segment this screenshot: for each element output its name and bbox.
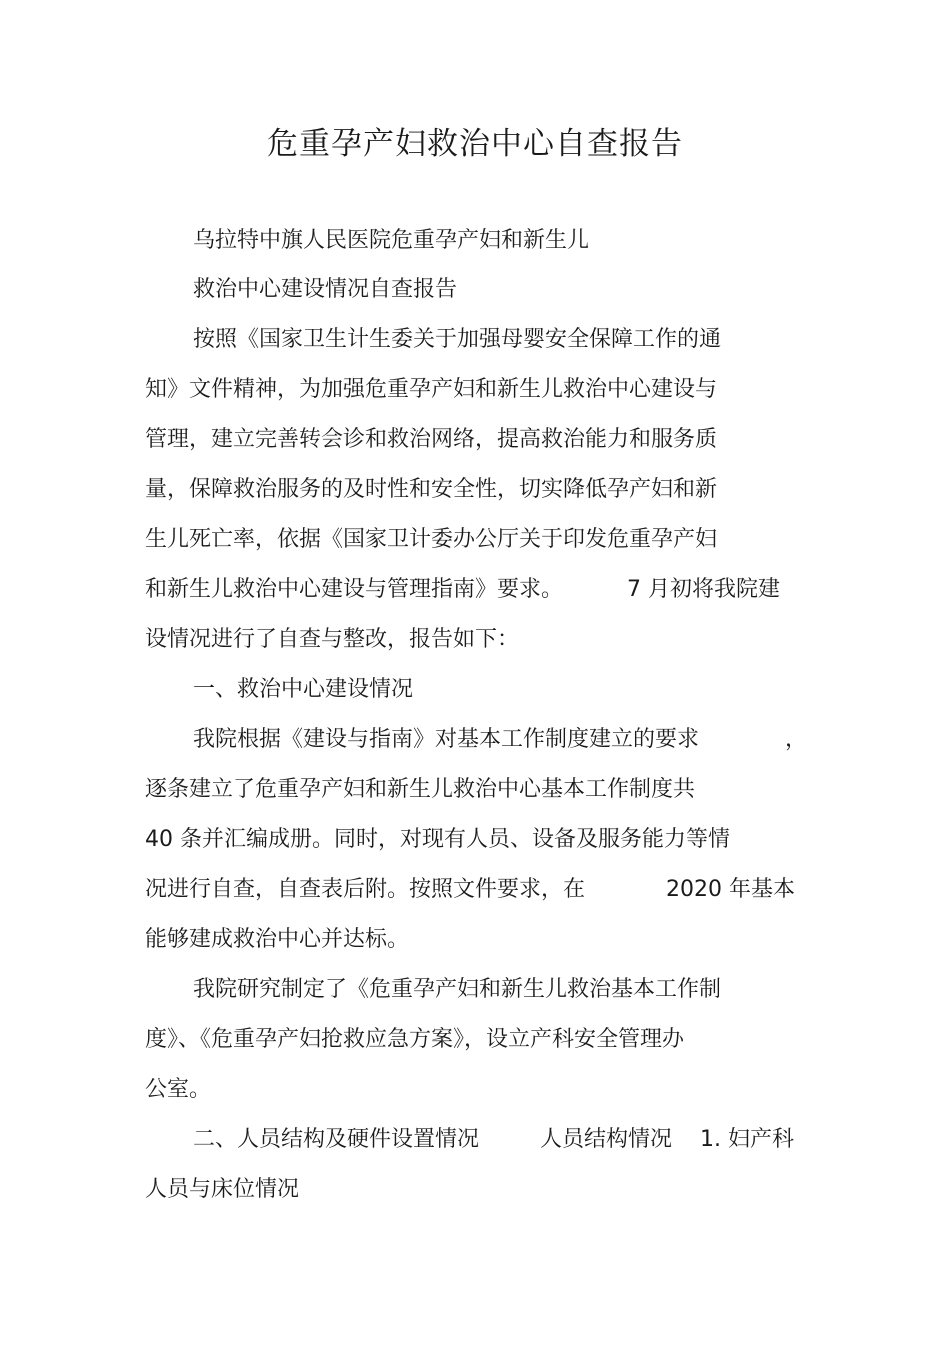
paragraph-1-line-1: 按照《国家卫生计生委关于加强母婴安全保障工作的通 [193, 327, 722, 352]
subtitle-line-1: 乌拉特中旗人民医院危重孕产妇和新生儿 [193, 228, 590, 253]
paragraph-1-line-3: 管理，建立完善转会诊和救治网络，提高救治能力和服务质 [145, 427, 718, 452]
subtitle-line-2: 救治中心建设情况自查报告 [193, 277, 458, 302]
paragraph-2-line-4: 况进行自查，自查表后附。按照文件要求，在 [145, 877, 586, 902]
paragraph-2-line-1-comma: ， [785, 727, 808, 752]
paragraph-2-line-3: 40 条并汇编成册。同时，对现有人员、设备及服务能力等情 [145, 827, 730, 852]
paragraph-1-line-5: 生儿死亡率，依据《国家卫计委办公厅关于印发危重孕产妇 [145, 527, 718, 552]
paragraph-2-line-4-tail: 2020 年基本 [666, 877, 795, 902]
paragraph-1-line-6: 和新生儿救治中心建设与管理指南》要求。 [145, 577, 564, 602]
paragraph-3-line-2: 度》、《危重孕产妇抢救应急方案》，设立产科安全管理办 [145, 1027, 685, 1052]
section-2-line-2: 人员与床位情况 [145, 1177, 300, 1202]
paragraph-1-line-2: 知》文件精神，为加强危重孕产妇和新生儿救治中心建设与 [145, 377, 718, 402]
section-2-item-1-label: 1. 妇产科 [700, 1127, 794, 1152]
paragraph-3-line-3: 公室。 [145, 1077, 212, 1102]
section-1-heading: 一、救治中心建设情况 [193, 677, 414, 702]
paragraph-3-line-1: 我院研究制定了《危重孕产妇和新生儿救治基本工作制 [193, 977, 722, 1002]
section-2-heading: 二、人员结构及硬件设置情况 [193, 1127, 480, 1152]
paragraph-1-line-4: 量，保障救治服务的及时性和安全性，切实降低孕产妇和新 [145, 477, 718, 502]
paragraph-1-line-6-tail: 7 月初将我院建 [627, 577, 780, 602]
paragraph-2-line-1: 我院根据《建设与指南》对基本工作制度建立的要求 [193, 727, 700, 752]
paragraph-2-line-2: 逐条建立了危重孕产妇和新生儿救治中心基本工作制度共 [145, 777, 696, 802]
paragraph-1-line-7: 设情况进行了自查与整改，报告如下： [145, 627, 520, 652]
section-2-subheading: 人员结构情况 [540, 1127, 673, 1152]
document-title: 危重孕产妇救治中心自查报告 [267, 126, 683, 162]
paragraph-2-line-5: 能够建成救治中心并达标。 [145, 927, 410, 952]
